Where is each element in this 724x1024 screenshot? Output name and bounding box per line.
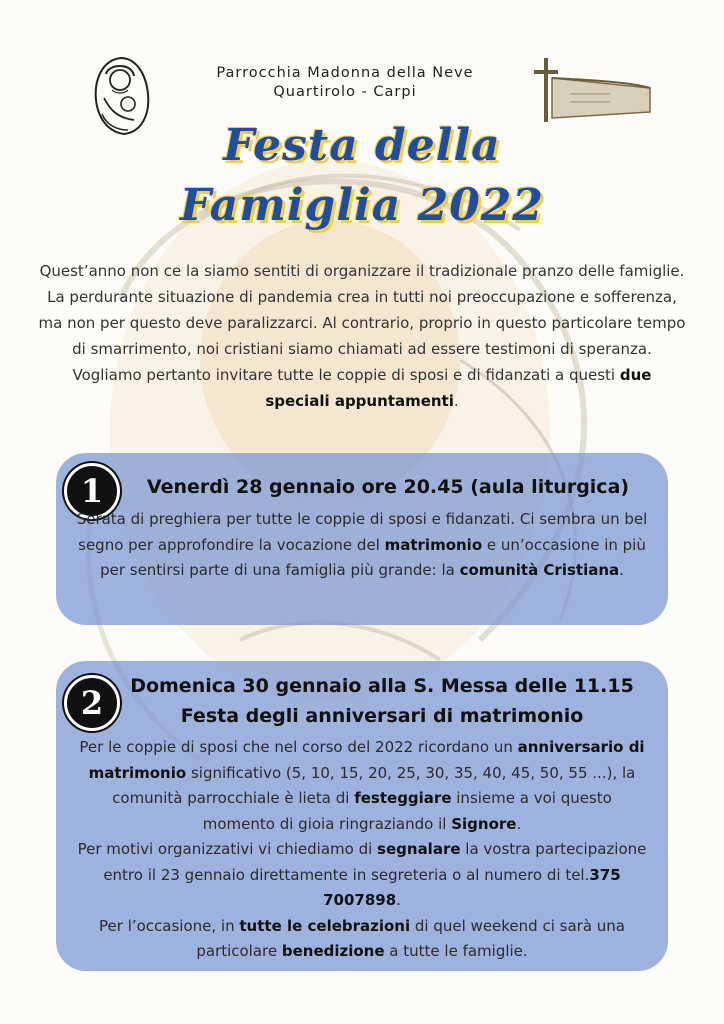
event-2-text-10: la vostra partecipazione entro il 23 gennaio direttamente in segreteria o al numero di tel. (103, 840, 647, 884)
event-2-bold-anniversario: anniversario di matrimonio (88, 738, 645, 782)
intro-paragraph-2 (38, 362, 686, 414)
event-2-text-15: di quel weekend ci sarà una particolare (196, 916, 625, 960)
number-badge-2: 2 (64, 675, 120, 731)
event-2-bold-benedizione: benedizione (281, 942, 385, 960)
event-2-text-5: insieme a voi questo momento di gioia ringraziando il (202, 789, 612, 833)
event-1-title: Venerdì 28 gennaio ore 20.45 (aula liturgica) (146, 476, 630, 498)
event-2-description (74, 735, 650, 965)
event-2-text-12: . (396, 891, 401, 909)
event-2-title-line-2: Festa degli anniversari di matrimonio (180, 705, 584, 727)
event-1-bold-matrimonio: matrimonio (384, 535, 483, 554)
event-2-title (112, 671, 652, 731)
event-2-text-1: Per le coppie di sposi che nel corso del 2022 ricordano un (79, 738, 518, 756)
page-title (0, 116, 724, 236)
church-logo (530, 54, 656, 124)
title-line-1: Festa della (223, 120, 501, 171)
intro-p2-bold: due speciali appuntamenti (265, 366, 652, 410)
event-2-bold-celebrazioni: tutte le celebrazioni (239, 916, 411, 935)
event-2-paragraph-3 (74, 914, 650, 965)
intro-p2-end: . (453, 392, 459, 410)
event-2-paragraph-2 (74, 837, 650, 914)
event-2-phone-number: 375 7007898 (323, 865, 621, 909)
event-card-1 (56, 453, 668, 625)
event-1-description (76, 507, 648, 584)
event-2-paragraph-1 (74, 735, 650, 837)
parish-line-1: Parrocchia Madonna della Neve (216, 65, 474, 81)
event-2-bold-festeggiare: festeggiare (354, 789, 452, 807)
intro-p2-text: Vogliamo pertanto invitare tutte le coppie di sposi e di fidanzati a questi (72, 366, 620, 384)
event-2-text-13: Per l’occasione, in (99, 916, 240, 935)
event-2-text-17: a tutte le famiglie. (384, 942, 528, 960)
event-2-text-3: significativo (5, 10, 15, 20, 25, 30, 35, 40, 45, 50, 55 ...), la comunità parrocchiale è lieta di (112, 763, 636, 807)
event-2-bold-segnalare: segnalare (377, 840, 461, 858)
event-2-text-7: . (516, 814, 522, 833)
intro-paragraph-1: Quest’anno non ce la siamo sentiti di organizzare il tradizionale pranzo delle famiglie. La perdurante situazione di pandemia crea in tutti noi preoccupazione e sofferenza, ma non per questo deve paralizzarci. Al contrario, proprio in questo particolare tempo di smarrimento, noi cristiani siamo chiamati ad essere testimoni di speranza. (38, 262, 686, 358)
title-line-2: Famiglia 2022 (179, 180, 545, 231)
number-badge-1: 1 (64, 463, 120, 519)
event-card-2 (56, 661, 668, 971)
event-2-text-8: Per motivi organizzativi vi chiediamo di (77, 840, 378, 858)
event-1-text-c: e un’occasione in più per sentirsi parte di una famiglia più grande: la (100, 535, 646, 579)
event-1-text-a: Serata di preghiera per tutte le coppie di sposi e fidanzati. Ci sembra un bel segno per approfondire la vocazione del (76, 510, 648, 554)
event-1-bold-comunita: comunità Cristiana (459, 561, 620, 579)
parish-name (180, 64, 510, 102)
intro-text (38, 258, 686, 414)
event-2-bold-signore: Signore (451, 814, 517, 833)
event-1-text-e: . (619, 561, 624, 579)
parish-line-2: Quartirolo - Carpi (273, 84, 417, 100)
event-2-title-line-1: Domenica 30 gennaio alla S. Messa delle 11.15 (130, 675, 634, 697)
